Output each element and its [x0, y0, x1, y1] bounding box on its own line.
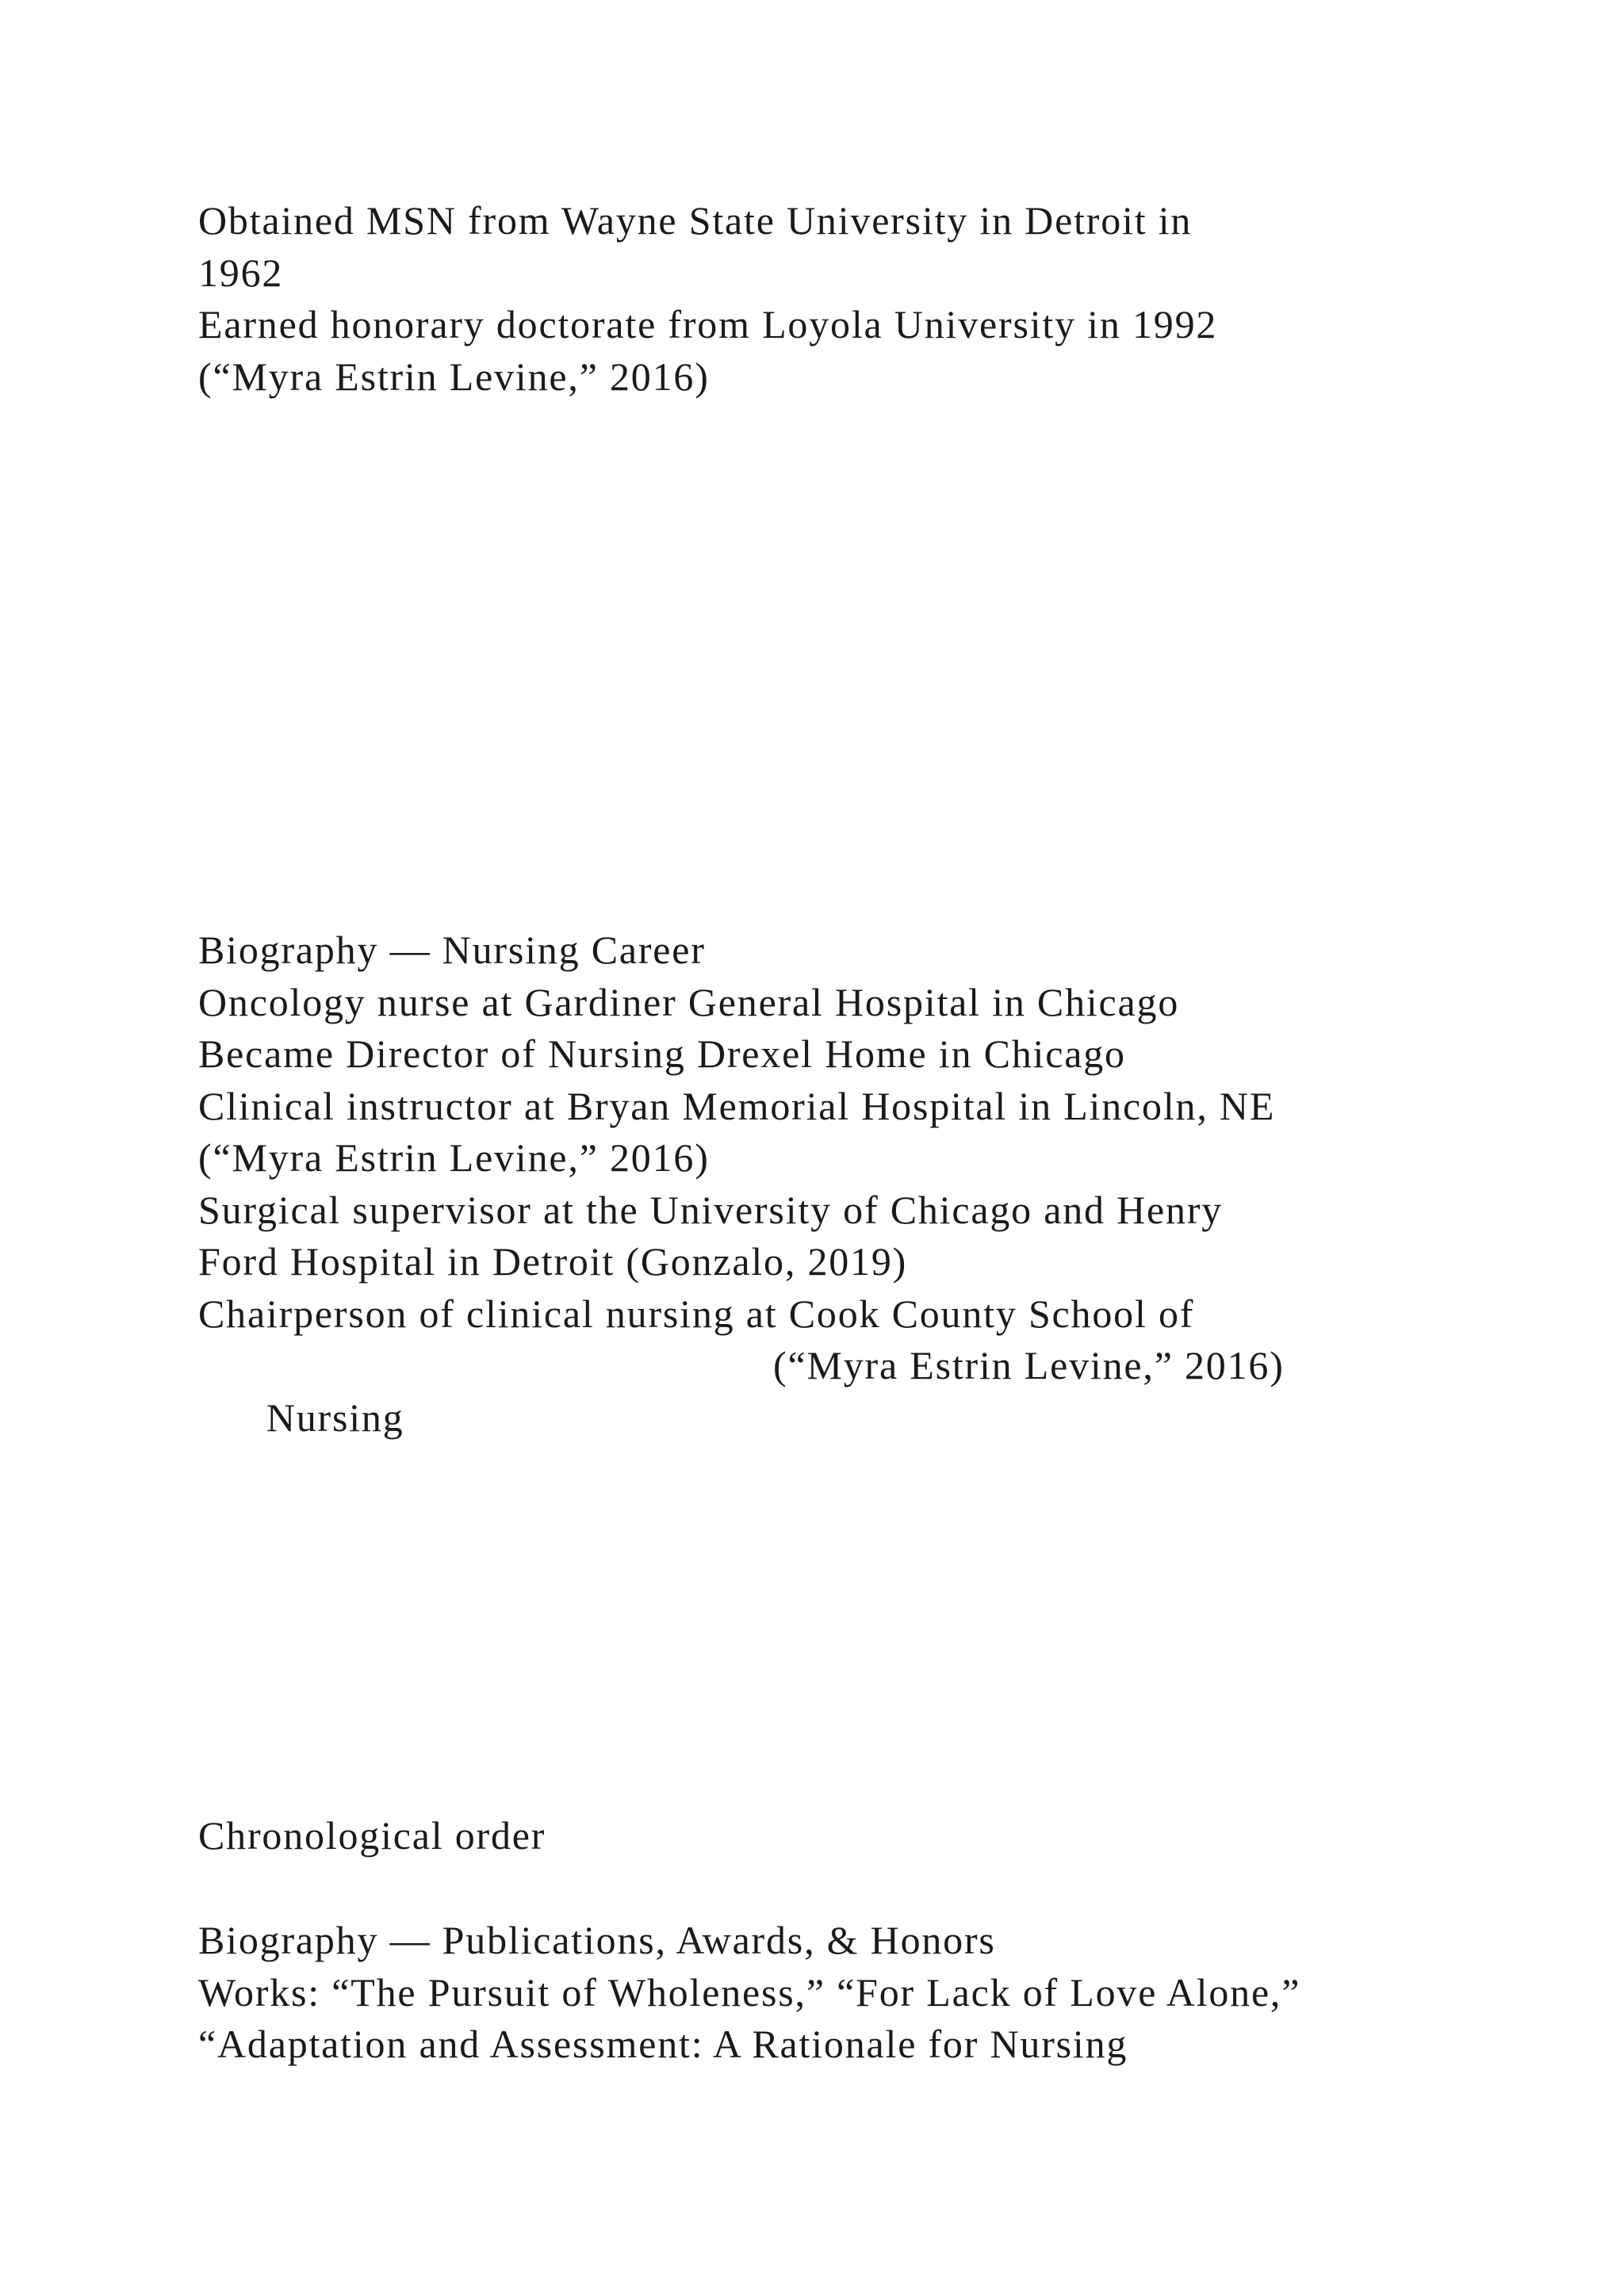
career-last-line-citation: (“Myra Estrin Levine,” 2016): [773, 1343, 1285, 1387]
career-last-line: [198, 1340, 1435, 1440]
career-section: [198, 924, 1435, 1440]
publications-section: [198, 1915, 1435, 2071]
career-line: Became Director of Nursing Drexel Home in Chicago: [198, 1031, 1126, 1076]
education-citation: (“Myra Estrin Levine,” 2016): [198, 354, 710, 399]
career-line: Ford Hospital in Detroit (Gonzalo, 2019): [198, 1239, 908, 1284]
career-line: Oncology nurse at Gardiner General Hospital in Chicago: [198, 979, 1180, 1024]
education-line: 1962: [198, 250, 284, 295]
publications-heading: Biography — Publications, Awards, & Honors: [198, 1918, 996, 1962]
career-citation: (“Myra Estrin Levine,” 2016): [198, 1135, 710, 1180]
chronological-note: [198, 1810, 1435, 1862]
career-last-line-left: Nursing: [266, 1395, 404, 1440]
career-line: Clinical instructor at Bryan Memorial Hospital in Lincoln, NE: [198, 1083, 1276, 1128]
career-line: Chairperson of clinical nursing at Cook County School of: [198, 1291, 1195, 1336]
education-line: Obtained MSN from Wayne State University in Detroit in: [198, 198, 1193, 243]
chronological-order-text: Chronological order: [198, 1813, 546, 1858]
career-heading: Biography — Nursing Career: [198, 928, 706, 972]
publications-line: “Adaptation and Assessment: A Rationale for Nursing: [198, 2022, 1128, 2066]
education-line: Earned honorary doctorate from Loyola University in 1992: [198, 302, 1218, 346]
career-line: Surgical supervisor at the University of Chicago and Henry: [198, 1187, 1224, 1232]
education-section: [198, 195, 1435, 403]
publications-line: Works: “The Pursuit of Wholeness,” “For Lack of Love Alone,”: [198, 1969, 1301, 2015]
